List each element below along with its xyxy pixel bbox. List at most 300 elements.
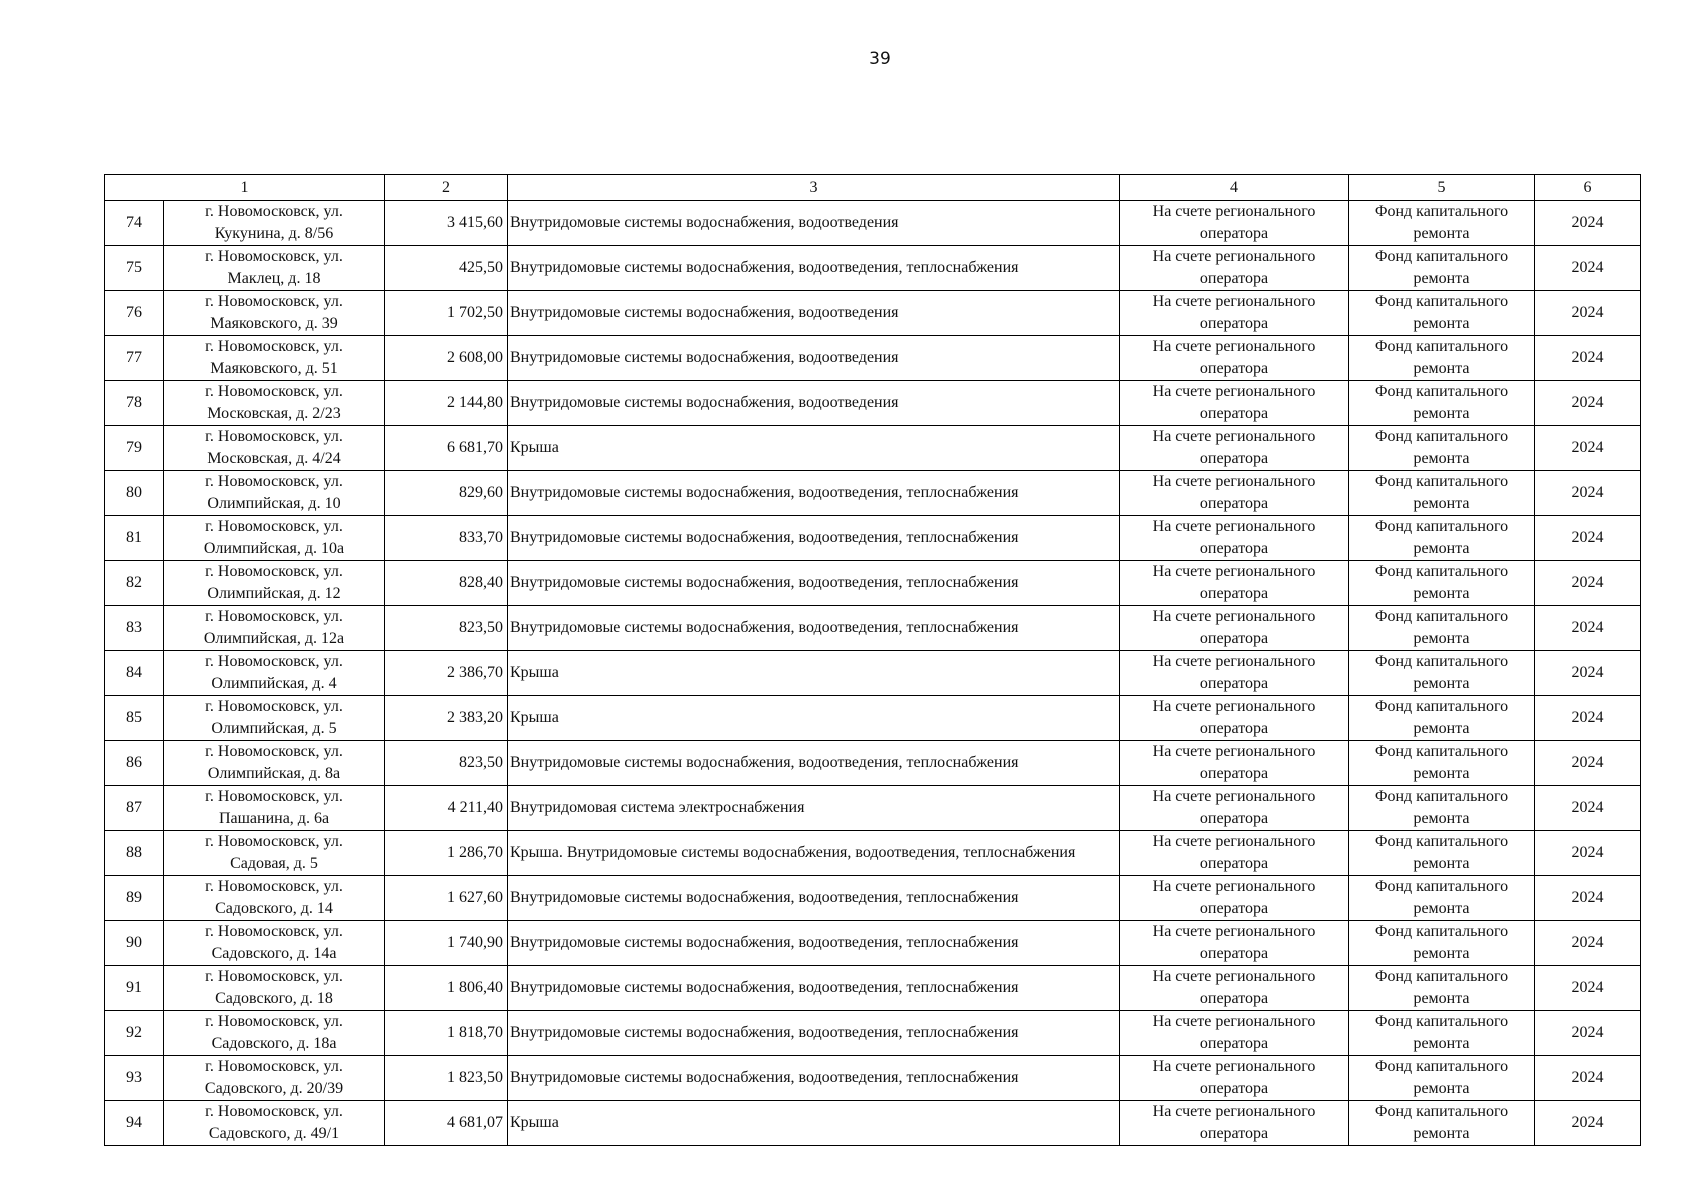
table-row [105,471,1641,516]
account-line-2: оператора [1199,1035,1269,1052]
address-cell [164,201,385,246]
address-line-2: Олимпийская, д. 10 [207,495,341,512]
row-number: 76 [105,291,164,336]
area-cell: 2 608,00 [385,336,508,381]
address-cell [164,786,385,831]
address-cell [164,876,385,921]
address-cell [164,246,385,291]
work-type-cell: Внутридомовые системы водоснабжения, водоотведения, теплоснабжения [508,876,1120,921]
address-line-2: Олимпийская, д. 5 [211,720,337,737]
source-line-1: Фонд капитального [1374,968,1509,985]
capital-repair-table [104,174,1641,1146]
address-line-2: Маклец, д. 18 [227,270,321,287]
account-line-1: На счете регионального [1152,1058,1316,1075]
source-line-2: ремонта [1413,1035,1470,1052]
funding-source-cell [1349,876,1535,921]
account-cell [1120,876,1349,921]
row-number: 85 [105,696,164,741]
work-type-cell: Внутридомовые системы водоснабжения, водоотведения, теплоснабжения [508,966,1120,1011]
address-line-1: г. Новомосковск, ул. [205,293,343,310]
table-row [105,336,1641,381]
source-line-1: Фонд капитального [1374,653,1509,670]
address-cell [164,516,385,561]
source-line-1: Фонд капитального [1374,1013,1509,1030]
address-line-2: Маяковского, д. 39 [210,315,338,332]
area-cell: 1 740,90 [385,921,508,966]
area-cell: 2 144,80 [385,381,508,426]
row-number: 91 [105,966,164,1011]
area-cell: 425,50 [385,246,508,291]
work-type-cell: Внутридомовые системы водоснабжения, водоотведения [508,336,1120,381]
work-type-cell: Внутридомовые системы водоснабжения, водоотведения [508,201,1120,246]
year-cell: 2024 [1535,246,1641,291]
account-line-1: На счете регионального [1152,203,1316,220]
year-cell: 2024 [1535,1101,1641,1146]
year-cell: 2024 [1535,786,1641,831]
area-cell: 1 286,70 [385,831,508,876]
address-line-2: Олимпийская, д. 12 [207,585,341,602]
address-cell [164,1101,385,1146]
area-cell: 1 823,50 [385,1056,508,1101]
source-line-1: Фонд капитального [1374,338,1509,355]
account-cell [1120,741,1349,786]
source-line-1: Фонд капитального [1374,428,1509,445]
address-line-2: Садовского, д. 20/39 [204,1080,344,1097]
row-number: 90 [105,921,164,966]
address-cell [164,471,385,516]
year-cell: 2024 [1535,1056,1641,1101]
row-number: 84 [105,651,164,696]
account-line-2: оператора [1199,945,1269,962]
work-type-cell: Крыша [508,1101,1120,1146]
year-cell: 2024 [1535,516,1641,561]
source-line-1: Фонд капитального [1374,383,1509,400]
table-row [105,606,1641,651]
funding-source-cell [1349,246,1535,291]
area-cell: 4 681,07 [385,1101,508,1146]
source-line-1: Фонд капитального [1374,473,1509,490]
funding-source-cell [1349,291,1535,336]
address-cell [164,966,385,1011]
work-type-cell: Внутридомовые системы водоснабжения, водоотведения, теплоснабжения [508,921,1120,966]
address-line-1: г. Новомосковск, ул. [205,473,343,490]
year-cell: 2024 [1535,381,1641,426]
source-line-2: ремонта [1413,1080,1470,1097]
address-line-1: г. Новомосковск, ул. [205,383,343,400]
source-line-1: Фонд капитального [1374,518,1509,535]
address-line-1: г. Новомосковск, ул. [205,653,343,670]
account-line-1: На счете регионального [1152,518,1316,535]
area-cell: 1 702,50 [385,291,508,336]
funding-source-cell [1349,831,1535,876]
source-line-2: ремонта [1413,720,1470,737]
source-line-2: ремонта [1413,450,1470,467]
account-cell [1120,696,1349,741]
row-number: 83 [105,606,164,651]
table-row [105,696,1641,741]
source-line-2: ремонта [1413,675,1470,692]
year-cell: 2024 [1535,696,1641,741]
header-col-5: 5 [1349,175,1535,201]
account-line-2: оператора [1199,450,1269,467]
account-line-1: На счете регионального [1152,968,1316,985]
address-line-2: Садовского, д. 14 [215,900,333,917]
table-row [105,201,1641,246]
account-cell [1120,336,1349,381]
table-header-row [105,175,1641,201]
account-cell [1120,246,1349,291]
year-cell: 2024 [1535,471,1641,516]
address-line-1: г. Новомосковск, ул. [205,743,343,760]
work-type-cell: Крыша [508,651,1120,696]
address-line-2: Московская, д. 2/23 [207,405,341,422]
address-line-2: Олимпийская, д. 8а [207,765,341,782]
funding-source-cell [1349,336,1535,381]
account-line-1: На счете регионального [1152,698,1316,715]
account-cell [1120,831,1349,876]
header-col-6: 6 [1535,175,1641,201]
source-line-2: ремонта [1413,855,1470,872]
source-line-2: ремонта [1413,1125,1470,1142]
address-cell [164,336,385,381]
account-line-2: оператора [1199,495,1269,512]
work-type-cell: Внутридомовые системы водоснабжения, водоотведения, теплоснабжения [508,561,1120,606]
account-line-2: оператора [1199,810,1269,827]
row-number: 80 [105,471,164,516]
row-number: 79 [105,426,164,471]
source-line-2: ремонта [1413,945,1470,962]
funding-source-cell [1349,696,1535,741]
account-line-2: оператора [1199,630,1269,647]
account-line-1: На счете регионального [1152,248,1316,265]
source-line-1: Фонд капитального [1374,788,1509,805]
source-line-1: Фонд капитального [1374,698,1509,715]
account-line-1: На счете регионального [1152,878,1316,895]
source-line-1: Фонд капитального [1374,563,1509,580]
work-type-cell: Внутридомовая система электроснабжения [508,786,1120,831]
account-line-2: оператора [1199,405,1269,422]
account-line-1: На счете регионального [1152,788,1316,805]
account-cell [1120,966,1349,1011]
year-cell: 2024 [1535,921,1641,966]
area-cell: 823,50 [385,741,508,786]
table-row [105,426,1641,471]
area-cell: 2 386,70 [385,651,508,696]
account-line-2: оператора [1199,225,1269,242]
source-line-1: Фонд капитального [1374,878,1509,895]
account-cell [1120,381,1349,426]
account-line-2: оператора [1199,585,1269,602]
work-type-cell: Внутридомовые системы водоснабжения, водоотведения, теплоснабжения [508,741,1120,786]
work-type-cell: Внутридомовые системы водоснабжения, водоотведения [508,381,1120,426]
address-line-2: Садовая, д. 5 [230,855,318,872]
account-line-2: оператора [1199,315,1269,332]
account-cell [1120,516,1349,561]
table-row [105,516,1641,561]
area-cell: 4 211,40 [385,786,508,831]
table-row [105,921,1641,966]
account-line-2: оператора [1199,765,1269,782]
source-line-2: ремонта [1413,495,1470,512]
work-type-cell: Внутридомовые системы водоснабжения, водоотведения [508,291,1120,336]
year-cell: 2024 [1535,966,1641,1011]
row-number: 89 [105,876,164,921]
funding-source-cell [1349,921,1535,966]
work-type-cell: Внутридомовые системы водоснабжения, водоотведения, теплоснабжения [508,606,1120,651]
year-cell: 2024 [1535,831,1641,876]
account-line-1: На счете регионального [1152,338,1316,355]
address-line-2: Олимпийская, д. 10а [203,540,345,557]
table-row [105,246,1641,291]
address-line-2: Садовского, д. 49/1 [208,1125,340,1142]
address-cell [164,1011,385,1056]
year-cell: 2024 [1535,741,1641,786]
area-cell: 3 415,60 [385,201,508,246]
account-cell [1120,606,1349,651]
table-row [105,1101,1641,1146]
account-line-1: На счете регионального [1152,608,1316,625]
source-line-1: Фонд капитального [1374,203,1509,220]
address-line-2: Маяковского, д. 51 [210,360,338,377]
funding-source-cell [1349,471,1535,516]
work-type-cell: Крыша [508,426,1120,471]
area-cell: 833,70 [385,516,508,561]
account-cell [1120,1011,1349,1056]
area-cell: 823,50 [385,606,508,651]
area-cell: 1 818,70 [385,1011,508,1056]
address-line-1: г. Новомосковск, ул. [205,968,343,985]
work-type-cell: Крыша. Внутридомовые системы водоснабжения, водоотведения, теплоснабжения [508,831,1120,876]
address-cell [164,426,385,471]
account-cell [1120,651,1349,696]
funding-source-cell [1349,561,1535,606]
source-line-2: ремонта [1413,990,1470,1007]
funding-source-cell [1349,516,1535,561]
account-line-1: На счете регионального [1152,563,1316,580]
table-row [105,831,1641,876]
funding-source-cell [1349,201,1535,246]
account-line-2: оператора [1199,855,1269,872]
address-line-1: г. Новомосковск, ул. [205,1103,343,1120]
area-cell: 6 681,70 [385,426,508,471]
table-row [105,966,1641,1011]
address-line-1: г. Новомосковск, ул. [205,878,343,895]
source-line-2: ремонта [1413,405,1470,422]
address-line-2: Олимпийская, д. 4 [211,675,337,692]
table-row [105,876,1641,921]
funding-source-cell [1349,786,1535,831]
account-cell [1120,786,1349,831]
account-line-2: оператора [1199,720,1269,737]
address-line-1: г. Новомосковск, ул. [205,788,343,805]
source-line-1: Фонд капитального [1374,1058,1509,1075]
area-cell: 1 627,60 [385,876,508,921]
address-line-1: г. Новомосковск, ул. [205,923,343,940]
funding-source-cell [1349,1101,1535,1146]
row-number: 92 [105,1011,164,1056]
table-row [105,741,1641,786]
row-number: 74 [105,201,164,246]
area-cell: 829,60 [385,471,508,516]
table-row [105,651,1641,696]
source-line-2: ремонта [1413,810,1470,827]
source-line-2: ремонта [1413,315,1470,332]
account-line-1: На счете регионального [1152,743,1316,760]
source-line-2: ремонта [1413,270,1470,287]
address-line-1: г. Новомосковск, ул. [205,428,343,445]
header-col-4: 4 [1120,175,1349,201]
address-line-2: Пашанина, д. 6а [218,810,330,827]
source-line-1: Фонд капитального [1374,608,1509,625]
account-line-1: На счете регионального [1152,293,1316,310]
address-line-1: г. Новомосковск, ул. [205,833,343,850]
funding-source-cell [1349,651,1535,696]
source-line-2: ремонта [1413,585,1470,602]
funding-source-cell [1349,606,1535,651]
year-cell: 2024 [1535,201,1641,246]
address-line-1: г. Новомосковск, ул. [205,698,343,715]
address-line-2: Кукунина, д. 8/56 [214,225,334,242]
source-line-2: ремонта [1413,630,1470,647]
year-cell: 2024 [1535,561,1641,606]
work-type-cell: Внутридомовые системы водоснабжения, водоотведения, теплоснабжения [508,1011,1120,1056]
account-line-1: На счете регионального [1152,473,1316,490]
account-line-2: оператора [1199,1080,1269,1097]
table-row [105,786,1641,831]
source-line-2: ремонта [1413,225,1470,242]
account-line-1: На счете регионального [1152,923,1316,940]
address-cell [164,381,385,426]
year-cell: 2024 [1535,291,1641,336]
address-line-1: г. Новомосковск, ул. [205,338,343,355]
table-row [105,291,1641,336]
account-line-2: оператора [1199,1125,1269,1142]
account-line-1: На счете регионального [1152,833,1316,850]
table-row [105,561,1641,606]
address-cell [164,696,385,741]
account-cell [1120,1056,1349,1101]
row-number: 77 [105,336,164,381]
source-line-1: Фонд капитального [1374,833,1509,850]
account-cell [1120,201,1349,246]
account-line-1: На счете регионального [1152,1013,1316,1030]
address-cell [164,291,385,336]
row-number: 94 [105,1101,164,1146]
address-cell [164,561,385,606]
funding-source-cell [1349,1056,1535,1101]
account-cell [1120,561,1349,606]
year-cell: 2024 [1535,336,1641,381]
table-row [105,1011,1641,1056]
header-col-2: 2 [385,175,508,201]
area-cell: 2 383,20 [385,696,508,741]
address-line-2: Московская, д. 4/24 [207,450,341,467]
header-col-3: 3 [508,175,1120,201]
source-line-1: Фонд капитального [1374,923,1509,940]
address-line-1: г. Новомосковск, ул. [205,203,343,220]
source-line-2: ремонта [1413,540,1470,557]
account-line-1: На счете регионального [1152,428,1316,445]
address-cell [164,606,385,651]
address-line-2: Садовского, д. 18а [211,1035,337,1052]
account-cell [1120,471,1349,516]
account-cell [1120,426,1349,471]
account-line-2: оператора [1199,360,1269,377]
row-number: 75 [105,246,164,291]
account-line-2: оператора [1199,540,1269,557]
funding-source-cell [1349,381,1535,426]
address-line-1: г. Новомосковск, ул. [205,608,343,625]
row-number: 81 [105,516,164,561]
row-number: 87 [105,786,164,831]
address-line-1: г. Новомосковск, ул. [205,518,343,535]
page-number: 39 [869,49,891,69]
address-cell [164,651,385,696]
year-cell: 2024 [1535,651,1641,696]
table-row [105,381,1641,426]
work-type-cell: Внутридомовые системы водоснабжения, водоотведения, теплоснабжения [508,1056,1120,1101]
account-line-2: оператора [1199,990,1269,1007]
row-number: 82 [105,561,164,606]
account-line-1: На счете регионального [1152,383,1316,400]
address-cell [164,741,385,786]
address-line-1: г. Новомосковск, ул. [205,1058,343,1075]
table-row [105,1056,1641,1101]
address-line-1: г. Новомосковск, ул. [205,248,343,265]
address-line-2: Олимпийская, д. 12а [203,630,345,647]
account-line-2: оператора [1199,900,1269,917]
account-line-1: На счете регионального [1152,1103,1316,1120]
work-type-cell: Крыша [508,696,1120,741]
account-line-1: На счете регионального [1152,653,1316,670]
work-type-cell: Внутридомовые системы водоснабжения, водоотведения, теплоснабжения [508,246,1120,291]
address-cell [164,1056,385,1101]
source-line-2: ремонта [1413,360,1470,377]
row-number: 78 [105,381,164,426]
account-line-2: оператора [1199,675,1269,692]
year-cell: 2024 [1535,1011,1641,1056]
funding-source-cell [1349,741,1535,786]
account-cell [1120,921,1349,966]
year-cell: 2024 [1535,606,1641,651]
row-number: 86 [105,741,164,786]
work-type-cell: Внутридомовые системы водоснабжения, водоотведения, теплоснабжения [508,471,1120,516]
address-cell [164,921,385,966]
account-line-2: оператора [1199,270,1269,287]
address-cell [164,831,385,876]
account-cell [1120,1101,1349,1146]
account-cell [1120,291,1349,336]
year-cell: 2024 [1535,426,1641,471]
row-number: 88 [105,831,164,876]
header-col-1: 1 [105,175,385,201]
funding-source-cell [1349,1011,1535,1056]
funding-source-cell [1349,966,1535,1011]
area-cell: 1 806,40 [385,966,508,1011]
source-line-2: ремонта [1413,765,1470,782]
row-number: 93 [105,1056,164,1101]
year-cell: 2024 [1535,876,1641,921]
funding-source-cell [1349,426,1535,471]
source-line-2: ремонта [1413,900,1470,917]
source-line-1: Фонд капитального [1374,248,1509,265]
address-line-2: Садовского, д. 18 [215,990,333,1007]
address-line-1: г. Новомосковск, ул. [205,563,343,580]
work-type-cell: Внутридомовые системы водоснабжения, водоотведения, теплоснабжения [508,516,1120,561]
source-line-1: Фонд капитального [1374,293,1509,310]
area-cell: 828,40 [385,561,508,606]
source-line-1: Фонд капитального [1374,1103,1509,1120]
